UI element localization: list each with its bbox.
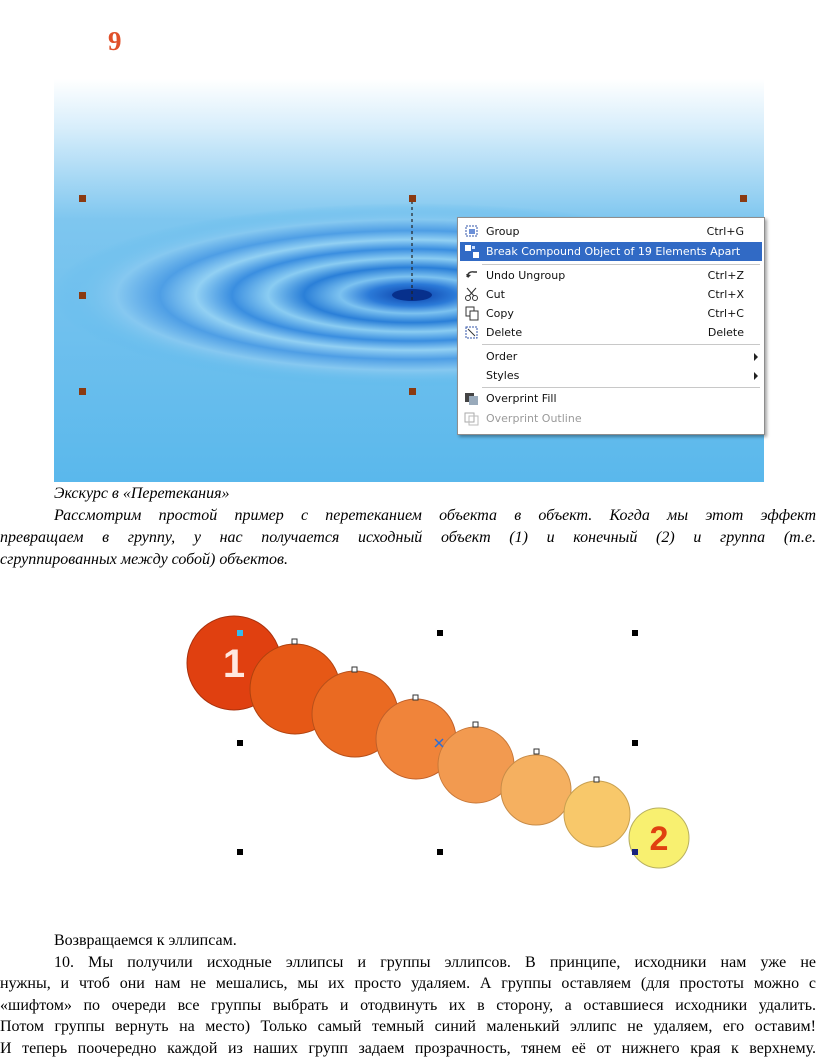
menu-item-shortcut: Ctrl+C [708, 304, 744, 323]
selection-handle[interactable] [79, 292, 86, 299]
menu-item-break-apart[interactable] [460, 242, 762, 261]
menu-item-label: Styles [486, 366, 519, 385]
context-menu [457, 217, 765, 435]
menu-separator [482, 344, 760, 345]
body-paragraph [0, 930, 816, 1059]
selection-handle[interactable] [409, 195, 416, 202]
body-line: «шифтом» по очереди все группы выбрать и отодвинуть их в сторону, а оставшиеся исходники удалить. [0, 995, 816, 1017]
menu-item-label: Overprint Outline [486, 409, 582, 428]
selection-handle[interactable] [409, 388, 416, 395]
menu-item-label: Overprint Fill [486, 389, 557, 408]
page-number: 9 [108, 26, 122, 57]
selection-handle[interactable] [79, 388, 86, 395]
menu-item-shortcut: Ctrl+Z [708, 266, 744, 285]
scissors-icon [464, 287, 480, 302]
body-line: И теперь поочередно каждой из наших групп задаем прозрачность, тянем её от нижнего края к верхнему. [0, 1038, 816, 1059]
body-line: 10. Мы получили исходные эллипсы и группы эллипсов. В принципе, исходники нам уже не [0, 952, 816, 974]
undo-icon [464, 268, 480, 283]
menu-item-shortcut: Ctrl+X [708, 285, 744, 304]
overprint-outline-icon [464, 411, 480, 426]
intro-line: превращаем в группу, у нас получается исходный объект (1) и конечный (2) и группа (т.е. [0, 527, 816, 549]
menu-item-label: Undo Ungroup [486, 266, 565, 285]
body-lead: Возвращаемся к эллипсам. [0, 930, 816, 952]
menu-item-order[interactable] [460, 347, 762, 366]
submenu-arrow-icon [754, 353, 758, 361]
menu-item-shortcut: Delete [708, 323, 744, 342]
menu-item-shortcut: Ctrl+G [707, 222, 744, 241]
end-node-handle[interactable] [632, 849, 638, 855]
start-object-label: 1 [223, 642, 245, 686]
menu-item-label: Break Compound Object of 19 Elements Apart [486, 242, 740, 261]
selection-handle[interactable] [79, 195, 86, 202]
menu-item-cut[interactable] [460, 285, 762, 304]
menu-item-styles[interactable] [460, 366, 762, 385]
menu-item-overprint-fill[interactable] [460, 389, 762, 408]
body-line: Потом группы вернуть на место) Только самый темный синий маленький эллипс не удаляем, его оставим! [0, 1016, 816, 1038]
intro-paragraph [0, 505, 816, 571]
end-object-label: 2 [650, 820, 669, 858]
section-title: Экскурс в «Перетекания» [54, 485, 230, 503]
intro-line: Рассмотрим простой пример с перетеканием объекта в объект. Когда мы этот эффект [0, 505, 816, 527]
copy-icon [464, 306, 480, 321]
menu-item-label: Copy [486, 304, 514, 323]
body-line: нужны, и чтоб они нам не мешались, мы их просто удаляем. А группы оставляем (для простоты можно с [0, 973, 816, 995]
menu-item-delete[interactable] [460, 323, 762, 342]
menu-separator [482, 387, 760, 388]
menu-item-label: Group [486, 222, 520, 241]
submenu-arrow-icon [754, 372, 758, 380]
blend-ellipses [180, 605, 700, 875]
menu-item-copy[interactable] [460, 304, 762, 323]
start-node-handle[interactable] [237, 630, 243, 636]
menu-item-overprint-outline[interactable] [460, 409, 762, 428]
menu-item-group[interactable] [460, 222, 762, 241]
blend-figure [180, 605, 700, 875]
group-icon [464, 224, 480, 239]
menu-item-label: Delete [486, 323, 522, 342]
delete-icon [464, 325, 480, 340]
intro-line: сгруппированных между собой) объектов. [0, 549, 816, 571]
overprint-fill-icon [464, 391, 480, 406]
menu-separator [482, 264, 760, 265]
menu-item-label: Cut [486, 285, 505, 304]
menu-item-label: Order [486, 347, 517, 366]
selection-handle[interactable] [740, 195, 747, 202]
break-apart-icon [464, 244, 480, 259]
menu-item-undo[interactable] [460, 266, 762, 285]
